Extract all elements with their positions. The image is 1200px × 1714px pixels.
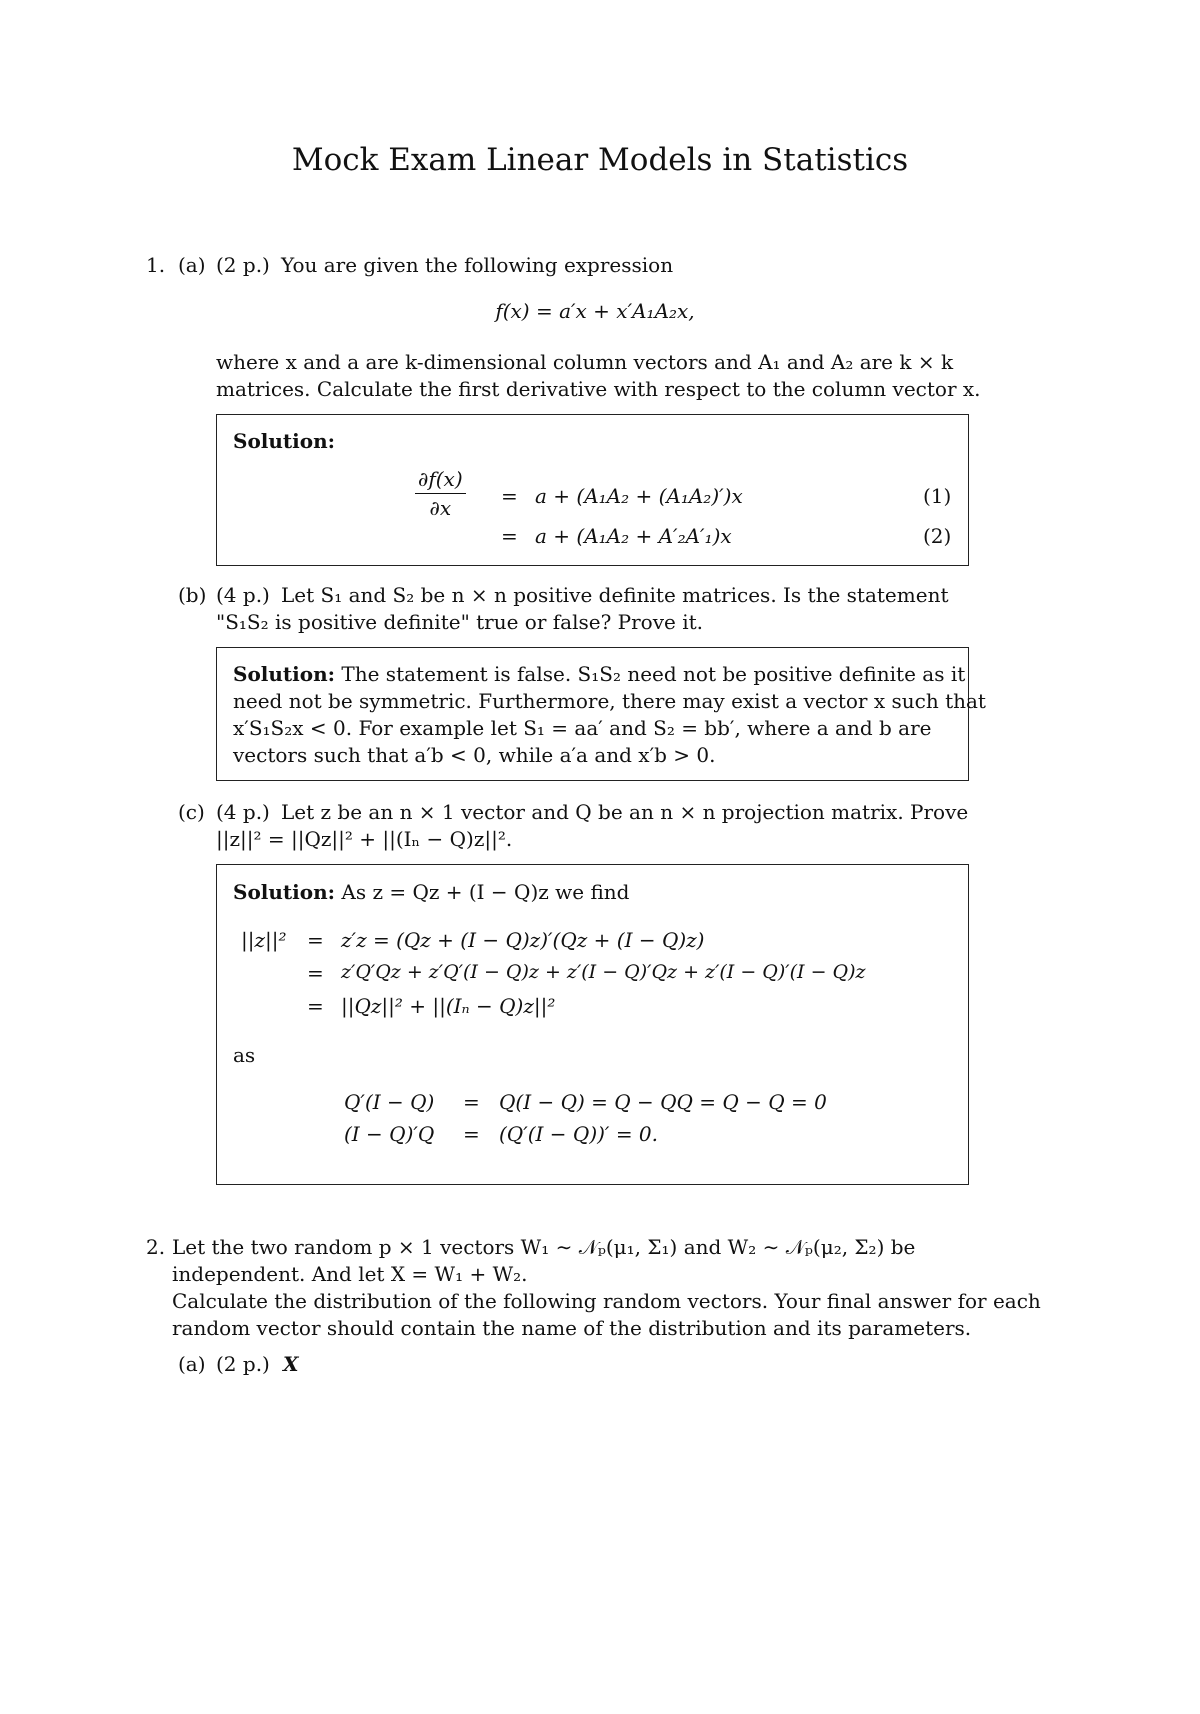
- question-1a-text-line-2: matrices. Calculate the first derivative with respect to the column vector x.: [216, 377, 981, 401]
- question-1a-label: (a): [178, 253, 206, 277]
- derivative-fraction: [415, 467, 466, 520]
- projection-lhs-2: (I − Q)′Q: [344, 1122, 435, 1146]
- fraction-numerator: ∂f(x): [415, 467, 466, 494]
- expansion-line-2: z′Q′Qz + z′Q′(I − Q)z + z′(I − Q)′Qz + z′(I − Q)′(I − Q)z: [341, 961, 866, 983]
- solution-1c-intro-line: [233, 878, 629, 907]
- equals-sign-c1: =: [307, 928, 324, 952]
- question-1a-formula: f(x) = a′x + x′A₁A₂x,: [495, 299, 695, 323]
- equation-2: a + (A₁A₂ + A′₂A′₁)x: [535, 524, 732, 548]
- as-word: as: [233, 1043, 256, 1067]
- equals-sign-c2: =: [307, 961, 324, 985]
- equals-sign-c3: =: [307, 994, 324, 1018]
- solution-1b-box: [216, 647, 986, 781]
- norm-lhs: ||z||²: [241, 928, 287, 952]
- question-2a-label: (a): [178, 1352, 206, 1376]
- question-1a-text-line-1: where x and a are k-dimensional column vectors and A₁ and A₂ are k × k: [216, 350, 954, 374]
- solution-1c-box: [216, 864, 969, 1185]
- projection-rhs-2: (Q′(I − Q))′ = 0.: [499, 1122, 659, 1146]
- question-2a-points: (2 p.): [216, 1352, 270, 1376]
- question-1b-label: (b): [178, 583, 207, 607]
- question-2-number: 2.: [146, 1235, 166, 1259]
- projection-lhs-1: Q′(I − Q): [344, 1090, 435, 1114]
- equation-2-tag: (2): [923, 524, 952, 548]
- solution-1b-line-3: x′S₁S₂x < 0. For example let S₁ = aa′ and S₂ = bb′, where a and b are: [233, 716, 932, 740]
- fraction-denominator: ∂x: [429, 496, 452, 520]
- equation-1: a + (A₁A₂ + (A₁A₂)′)x: [535, 484, 743, 508]
- question-1a-prompt: You are given the following expression: [281, 253, 674, 277]
- question-1a-points: (2 p.): [216, 253, 270, 277]
- question-1b-line-1: Let S₁ and S₂ be n × n positive definite matrices. Is the statement: [281, 583, 949, 607]
- solution-1b-line-4: vectors such that a′b < 0, while a′a and x′b > 0.: [233, 743, 716, 767]
- question-2-line-1: Let the two random p × 1 vectors W₁ ∼ 𝒩ₚ(μ₁, Σ₁) and W₂ ∼ 𝒩ₚ(μ₂, Σ₂) be: [172, 1235, 916, 1259]
- equals-sign-1: =: [501, 484, 518, 508]
- expansion-line-3: ||Qz||² + ||(Iₙ − Q)z||²: [341, 994, 556, 1018]
- solution-1b-label: Solution:: [233, 662, 336, 686]
- solution-1a-box: [216, 414, 969, 566]
- solution-1a-label: Solution:: [233, 429, 336, 453]
- projection-rhs-1: Q(I − Q) = Q − QQ = Q − Q = 0: [499, 1090, 827, 1114]
- equals-sign-c5: =: [463, 1122, 480, 1146]
- question-1c-line-1: Let z be an n × 1 vector and Q be an n × n projection matrix. Prove: [281, 800, 969, 824]
- solution-1b-text-1: The statement is false. S₁S₂ need not be positive definite as it: [341, 662, 966, 686]
- question-1b-points: (4 p.): [216, 583, 270, 607]
- question-2-line-4: random vector should contain the name of the distribution and its parameters.: [172, 1316, 972, 1340]
- equals-sign-2: =: [501, 524, 518, 548]
- expansion-line-1: z′z = (Qz + (I − Q)z)′(Qz + (I − Q)z): [341, 928, 705, 952]
- solution-1b-line-1: [233, 660, 965, 689]
- equals-sign-c4: =: [463, 1090, 480, 1114]
- solution-1b-line-2: need not be symmetric. Furthermore, there may exist a vector x such that: [233, 689, 986, 713]
- question-1c-points: (4 p.): [216, 800, 270, 824]
- question-2-line-2: independent. And let X = W₁ + W₂.: [172, 1262, 528, 1286]
- equation-1-tag: (1): [923, 484, 952, 508]
- question-2-line-3: Calculate the distribution of the following random vectors. Your final answer for each: [172, 1289, 1041, 1313]
- question-1-number: 1.: [146, 253, 166, 277]
- question-1c-line-2: ||z||² = ||Qz||² + ||(Iₙ − Q)z||².: [216, 827, 513, 851]
- solution-1c-intro: As z = Qz + (I − Q)z we find: [341, 880, 630, 904]
- page-title: Mock Exam Linear Models in Statistics: [291, 142, 909, 178]
- question-1b-line-2: "S₁S₂ is positive definite" true or false? Prove it.: [216, 610, 704, 634]
- question-1c-label: (c): [178, 800, 205, 824]
- solution-1c-label: Solution:: [233, 880, 336, 904]
- question-2a-variable: X: [283, 1352, 299, 1376]
